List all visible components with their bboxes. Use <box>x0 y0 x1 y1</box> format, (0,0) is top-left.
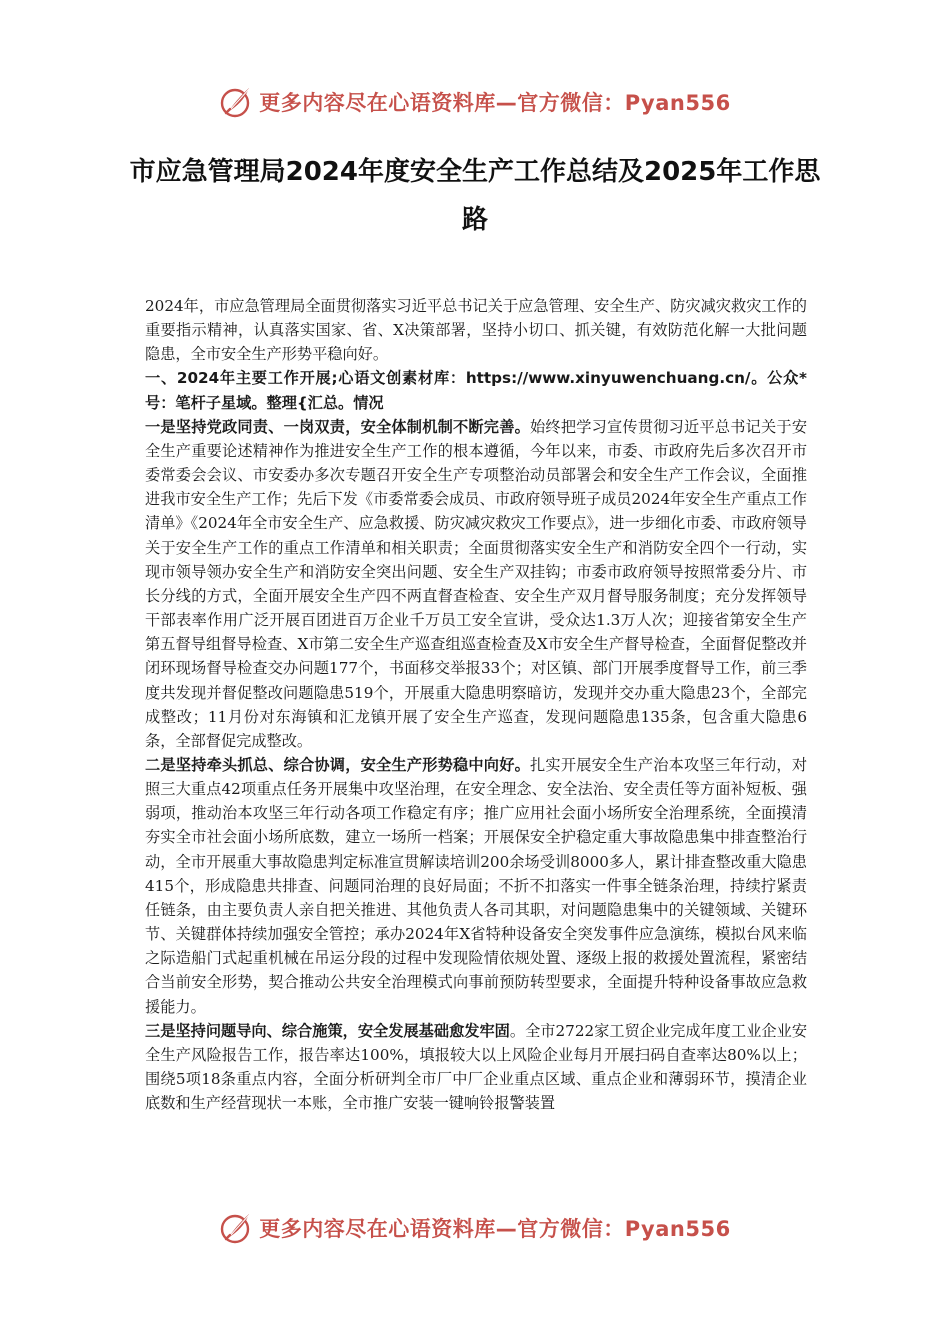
item-lead: 三是坚持问题导向、综合施策，安全发展基础愈发牢固 <box>145 1021 510 1040</box>
item-lead: 一是坚持党政同责、一岗双责，安全体制机制不断完善。 <box>145 417 531 436</box>
item-text: 始终把学习宣传贯彻习近平总书记关于安全生产重要论述精神作为推进安全生产工作的根本遵循，今年以来，市委、市政府先后多次召开市委常委会会议、市安委办多次专题召开安全生产专项整治动员部署会和安全生产工作会议，全面推进我市安全生产工作；先后下发《市委常委会成员、市政府领导班子成员2024年安全生产重点工作清单》《2024年全市安全生产、应急救援、防灾减灾救灾工作要点》，进一步细化市委、市政府领导关于安全生产工作的重点工作清单和相关职责；全面贯彻落实安全生产和消防安全四个一行动，实现市领导领办安全生产和消防安全突出问题、安全生产双挂钩；市委市政府领导按照常委分片、市长分线的方式，全面开展安全生产四不两直督查检查、安全生产双月督导服务制度；充分发挥领导干部表率作用广泛开展百团进百万企业千万员工安全宣讲，受众达1.3万人次；迎接省第安全生产第五督导组督导检查、X市第二安全生产巡查组巡查检查及X市安全生产督导检查，全面督促整改并闭环现场督导检查交办问题177个，书面移交举报33个；对区镇、部门开展季度督导工作，前三季度共发现并督促整改问题隐患519个，开展重大隐患明察暗访，发现并交办重大隐患23个，全部完成整改；11月份对东海镇和汇龙镇开展了安全生产巡查，发现问题隐患135条，包含重大隐患6条，全部督促完成整改。 <box>145 417 808 750</box>
item-text: 。全市2722家工贸企业完成年度工业企业安全生产风险报告工作，报告率达100%，填报较大以上风险企业每月开展扫码自查率达80%以上；围绕5项18条重点内容，全面分析研判全市厂中厂企业重点区域、重点企业和薄弱环节，摸清企业底数和生产经营现状一本账，全市推广安装一键响铃报警装置 <box>145 1021 808 1113</box>
watermark-text: 更多内容尽在心语资料库—官方微信：Pyan556 <box>259 1217 731 1241</box>
intro-paragraph: 2024年，市应急管理局全面贯彻落实习近平总书记关于应急管理、安全生产、防灾减灾救灾工作的重要指示精神，认真落实国家、省、X决策部署，坚持小切口、抓关键，有效防范化解一大批问题隐患，全市安全生产形势平稳向好。 <box>145 297 807 364</box>
quill-logo-icon <box>219 1211 253 1245</box>
document-body <box>145 294 807 1115</box>
item-paragraph <box>145 1019 807 1116</box>
item-lead: 二是坚持牵头抓总、综合协调，安全生产形势稳中向好。 <box>145 755 531 774</box>
watermark-text: 更多内容尽在心语资料库—官方微信：Pyan556 <box>259 91 731 115</box>
item-text: 扎实开展安全生产治本攻坚三年行动，对照三大重点42项重点任务开展集中攻坚治理，在安全理念、安全法治、安全责任等方面补短板、强弱项，推动治本攻坚三年行动各项工作稳定有序；推广应用社会面小场所安全治理系统，全面摸清夯实全市社会面小场所底数，建立一场所一档案；开展保安全护稳定重大事故隐患集中排查整治行动，全市开展重大事故隐患判定标准宣贯解读培训200余场受训8000多人，累计排查整改重大隐患415个，形成隐患共排查、问题同治理的良好局面；不折不扣落实一件事全链条治理，持续拧紧责任链条，由主要负责人亲自把关推进、其他负责人各司其职，对问题隐患集中的关键领域、关键环节、关键群体持续加强安全管控；承办2024年X省特种设备安全突发事件应急演练，模拟台风来临之际造船门式起重机械在吊运分段的过程中发现险情依规处置、逐级上报的救援处置流程，紧密结合当前安全形势，契合推动公共安全治理模式向事前预防转型要求，全面提升特种设备事故应急救援能力。 <box>145 755 808 1016</box>
watermark-banner-top <box>0 80 950 124</box>
section-heading: 一、2024年主要工作开展;心语文创素材库：https://www.xinyuwenchuang.cn/。公众*号：笔杆子星域。整理{汇总。情况 <box>145 369 807 412</box>
document-title: 市应急管理局2024年度安全生产工作总结及2025年工作思路 <box>129 157 821 235</box>
quill-logo-icon <box>219 85 253 119</box>
item-paragraph <box>145 415 807 753</box>
watermark-banner-bottom <box>0 1206 950 1250</box>
item-paragraph <box>145 753 807 1019</box>
